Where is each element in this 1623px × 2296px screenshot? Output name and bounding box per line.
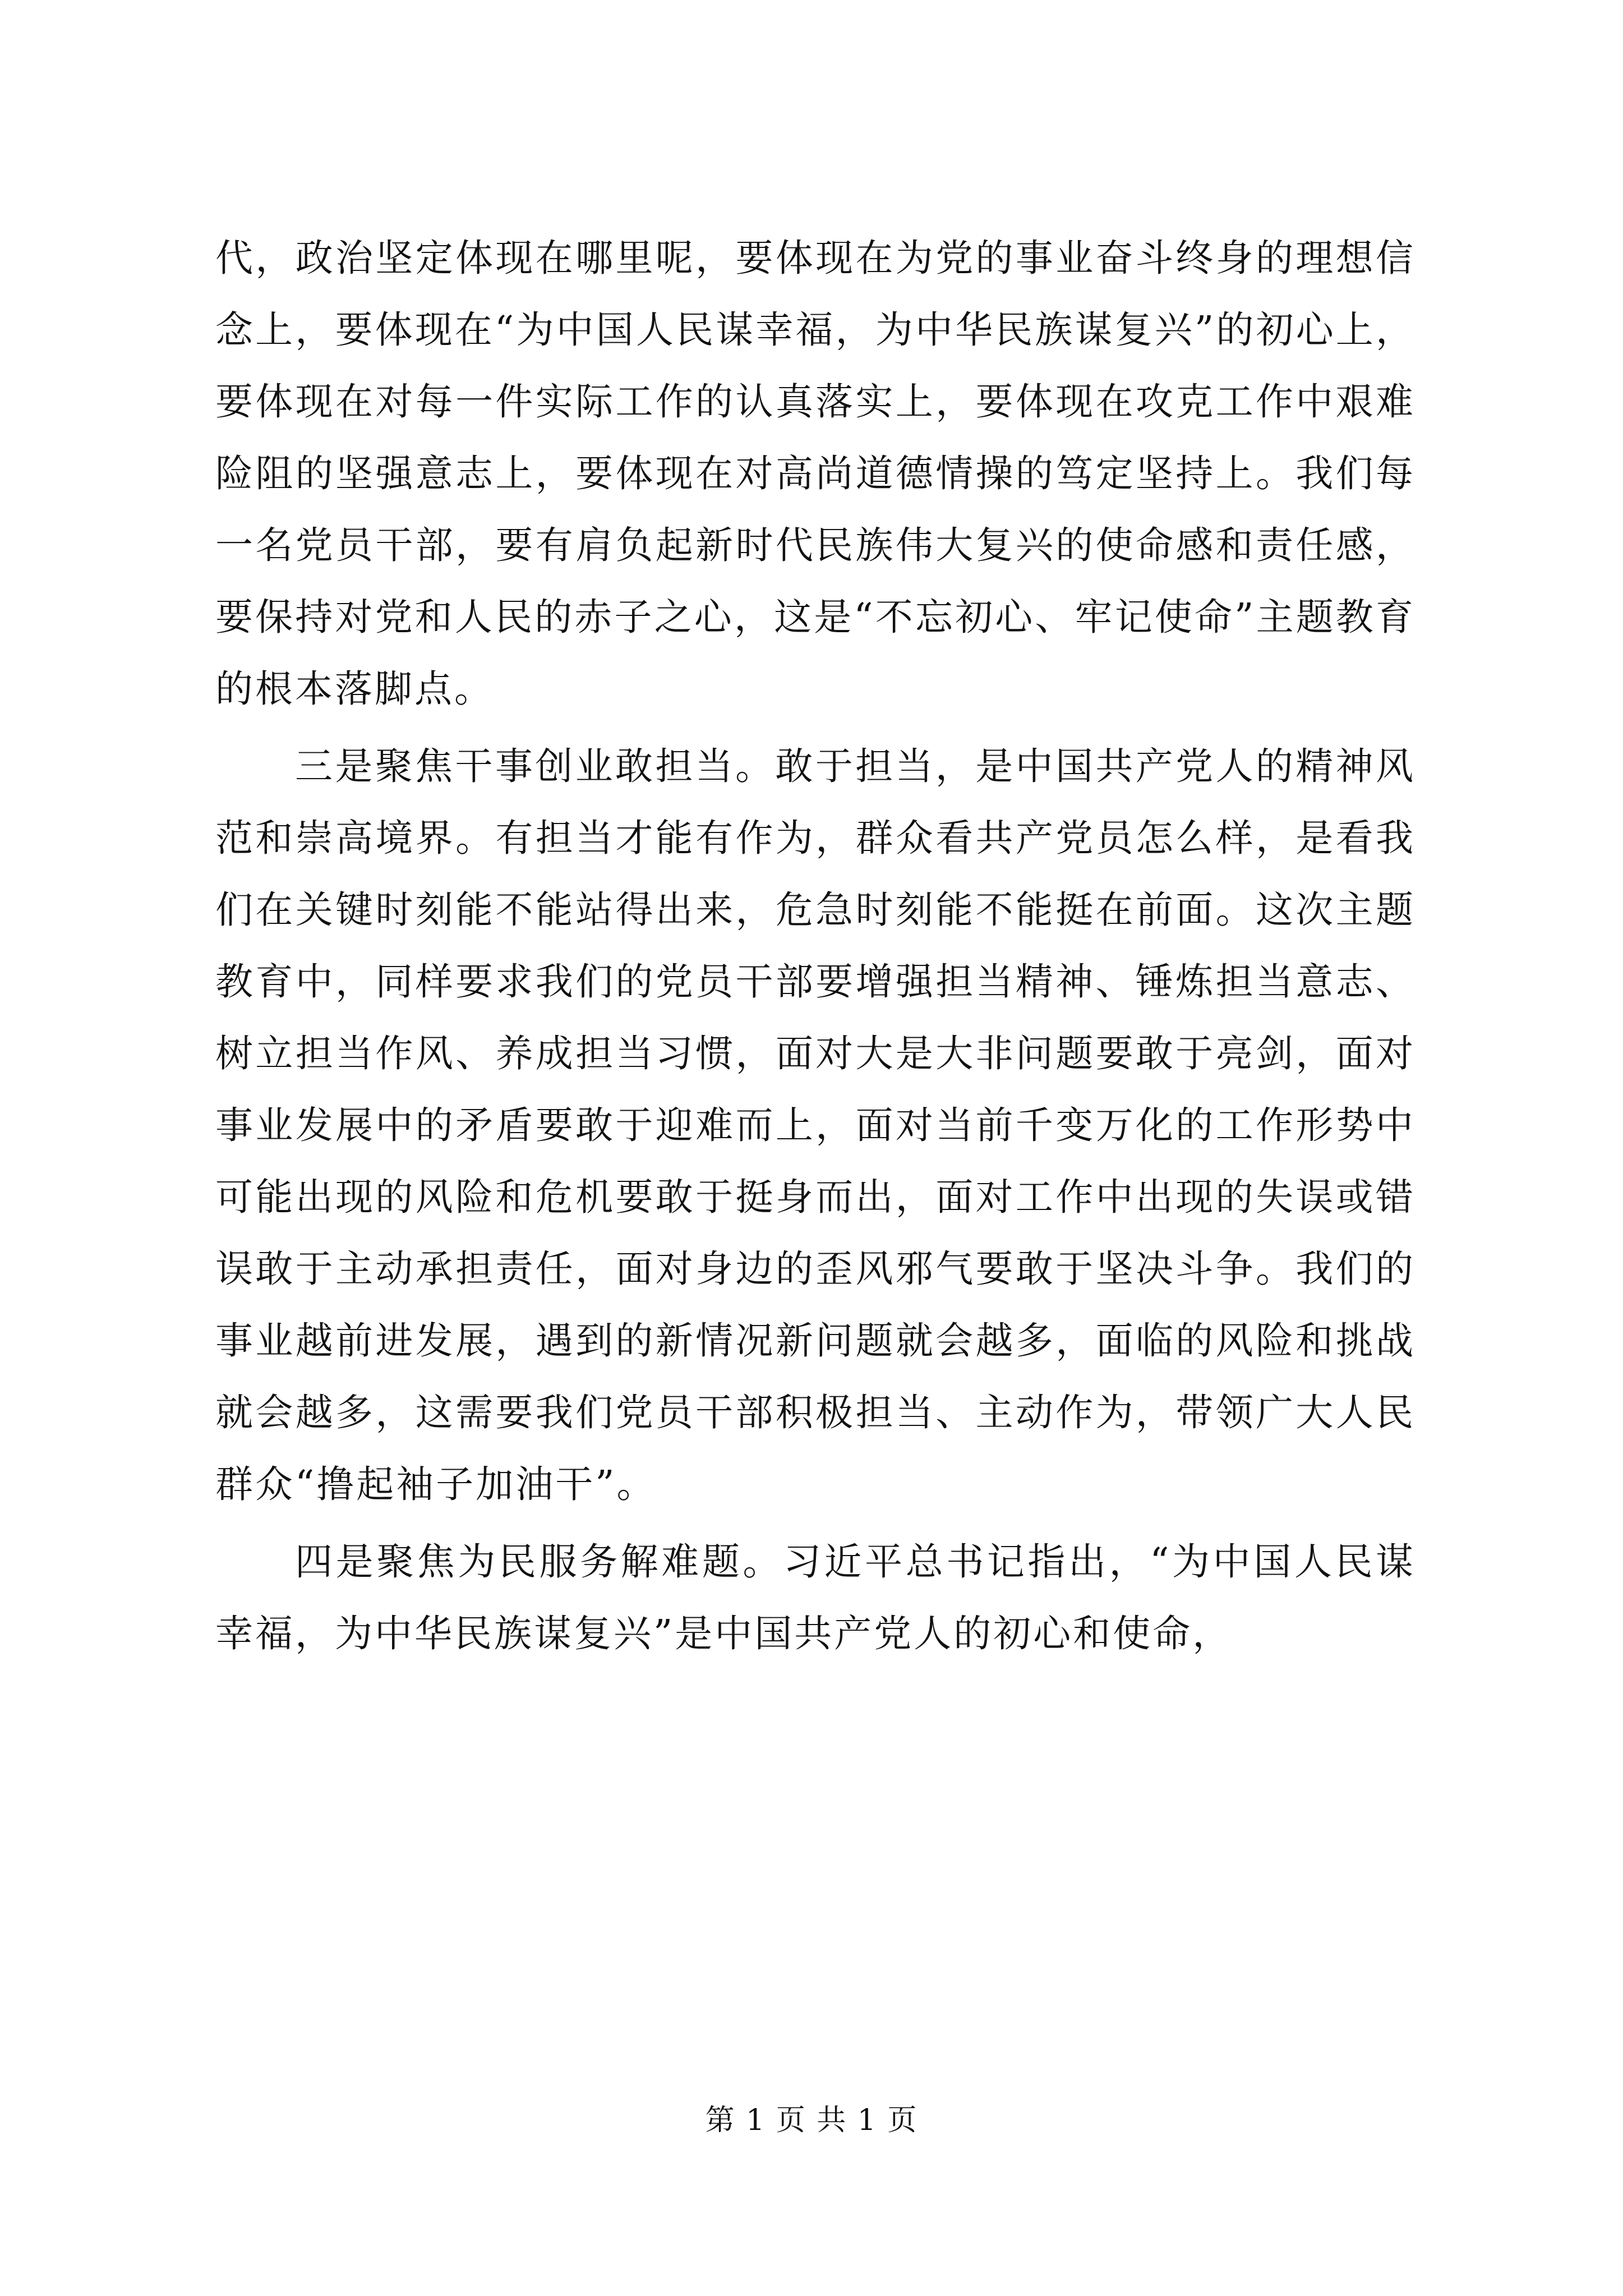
paragraph-point-four: 四是聚焦为民服务解难题。习近平总书记指出，“为中国人民谋幸福，为中华民族谋复兴”是中国共产党人的初心和使命， bbox=[215, 1540, 1415, 1655]
document-body bbox=[215, 222, 1415, 1669]
paragraph-point-three: 三是聚焦干事创业敢担当。敢于担当，是中国共产党人的精神风范和崇高境界。有担当才能有作为，群众看共产党员怎么样，是看我们在关键时刻能不能站得出来，危急时刻能不能挺在前面。这次主题教育中，同样要求我们的党员干部要增强担当精神、锤炼担当意志、树立担当作风、养成担当习惯，面对大是大非问题要敢于亮剑，面对事业发展中的矛盾要敢于迎难而上，面对当前千变万化的工作形势中可能出现的风险和危机要敢于挺身而出，面对工作中出现的失误或错误敢于主动承担责任，面对身边的歪风邪气要敢于坚决斗争。我们的事业越前进发展，遇到的新情况新问题就会越多，面临的风险和挑战就会越多，这需要我们党员干部积极担当、主动作为，带领广大人民群众“撸起袖子加油干”。 bbox=[215, 744, 1415, 1506]
page-footer: 第 1 页 共 1 页 bbox=[705, 2104, 918, 2137]
paragraph-continuation: 代，政治坚定体现在哪里呢，要体现在为党的事业奋斗终身的理想信念上，要体现在“为中国人民谋幸福，为中华民族谋复兴”的初心上，要体现在对每一件实际工作的认真落实上，要体现在攻克工作中艰难险阻的坚强意志上，要体现在对高尚道德情操的笃定坚持上。我们每一名党员干部，要有肩负起新时代民族伟大复兴的使命感和责任感，要保持对党和人民的赤子之心，这是“不忘初心、牢记使命”主题教育的根本落脚点。 bbox=[215, 236, 1415, 711]
